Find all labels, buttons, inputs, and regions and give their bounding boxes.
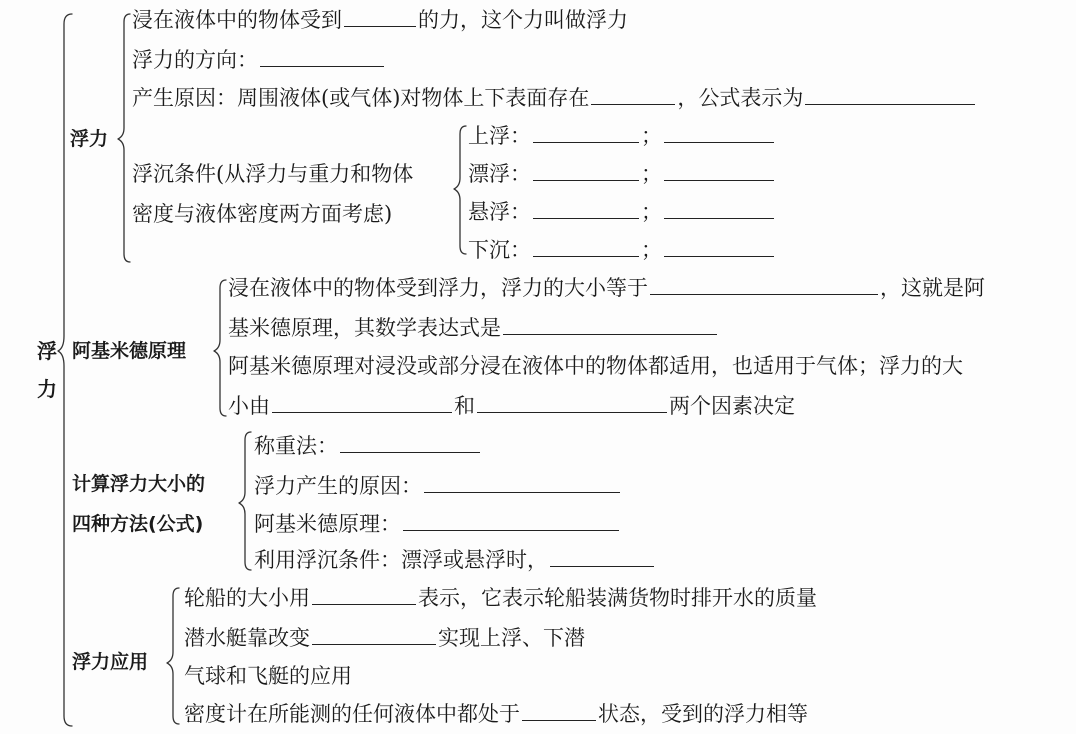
archimedes-line-3: 阿基米德原理对浸没或部分浸在液体中的物体都适用，也适用于气体；浮力的大 — [228, 354, 963, 378]
answer-blank — [340, 432, 480, 453]
application-balloon: 气球和飞艇的应用 — [184, 664, 352, 688]
answer-blank — [550, 546, 654, 567]
application-submarine: 潜水艇靠改变 实现上浮、下潜 — [184, 626, 585, 650]
applications-label: 浮力应用 — [72, 651, 149, 673]
application-hydrometer: 密度计在所能测的任何液体中都处于 状态，受到的浮力相等 — [184, 702, 808, 726]
buoyancy-brace — [118, 14, 130, 262]
answer-blank — [664, 160, 774, 181]
answer-blank — [312, 624, 436, 645]
answer-blank — [591, 84, 675, 105]
condition-row-floating: 漂浮： ； — [468, 160, 776, 188]
archimedes-label: 阿基米德原理 — [72, 340, 187, 362]
method-weighing: 称重法： — [254, 432, 482, 460]
condition-row-float-up: 上浮： ； — [468, 122, 776, 150]
answer-blank — [424, 472, 620, 493]
buoyancy-line-3: 产生原因：周围液体(或气体)对物体上下表面存在 ，公式表示为 — [132, 84, 977, 112]
answer-blank — [503, 314, 717, 335]
buoyancy-line-2: 浮力的方向： — [132, 46, 386, 74]
buoyancy-label: 浮力 — [70, 128, 109, 150]
condition-row-sink: 下沉： ； — [468, 236, 776, 264]
condition-label-line-1: 浮沉条件(从浮力与重力和物体 — [132, 162, 414, 186]
answer-blank — [533, 160, 639, 181]
archimedes-line-2: 基米德原理，其数学表达式是 — [228, 314, 719, 342]
answer-blank — [664, 236, 774, 257]
answer-blank — [650, 274, 878, 295]
condition-brace — [454, 126, 466, 254]
archimedes-line-4: 小由 和 两个因素决定 — [228, 394, 795, 418]
methods-label-line-2: 四种方法(公式) — [72, 513, 204, 535]
condition-label-line-2: 密度与液体密度两方面考虑) — [132, 202, 393, 226]
archimedes-line-1: 浸在液体中的物体受到浮力，浮力的大小等于 ，这就是阿 — [228, 276, 985, 300]
methods-label-line-1: 计算浮力大小的 — [72, 473, 206, 495]
answer-blank — [805, 84, 975, 105]
buoyancy-line-1: 浸在液体中的物体受到 的力，这个力叫做浮力 — [132, 8, 628, 32]
answer-blank — [344, 6, 416, 27]
answer-blank — [533, 122, 639, 143]
root-label: 浮力 — [37, 339, 57, 401]
application-ship: 轮船的大小用 表示，它表示轮船装满货物时排开水的质量 — [184, 586, 817, 610]
answer-blank — [522, 700, 596, 721]
answer-blank — [272, 392, 452, 413]
method-cause: 浮力产生的原因： — [254, 472, 622, 500]
condition-row-suspended: 悬浮： ； — [468, 198, 776, 226]
answer-blank — [533, 198, 639, 219]
answer-blank — [403, 510, 619, 531]
applications-brace — [167, 588, 179, 724]
method-float-condition: 利用浮沉条件：漂浮或悬浮时， — [254, 546, 656, 574]
methods-brace — [239, 432, 251, 570]
answer-blank — [533, 236, 639, 257]
answer-blank — [312, 584, 416, 605]
answer-blank — [664, 122, 774, 143]
answer-blank — [477, 392, 667, 413]
root-brace — [58, 14, 72, 726]
archimedes-brace — [214, 280, 226, 416]
answer-blank — [664, 198, 774, 219]
method-archimedes: 阿基米德原理： — [254, 510, 621, 538]
answer-blank — [260, 46, 384, 67]
